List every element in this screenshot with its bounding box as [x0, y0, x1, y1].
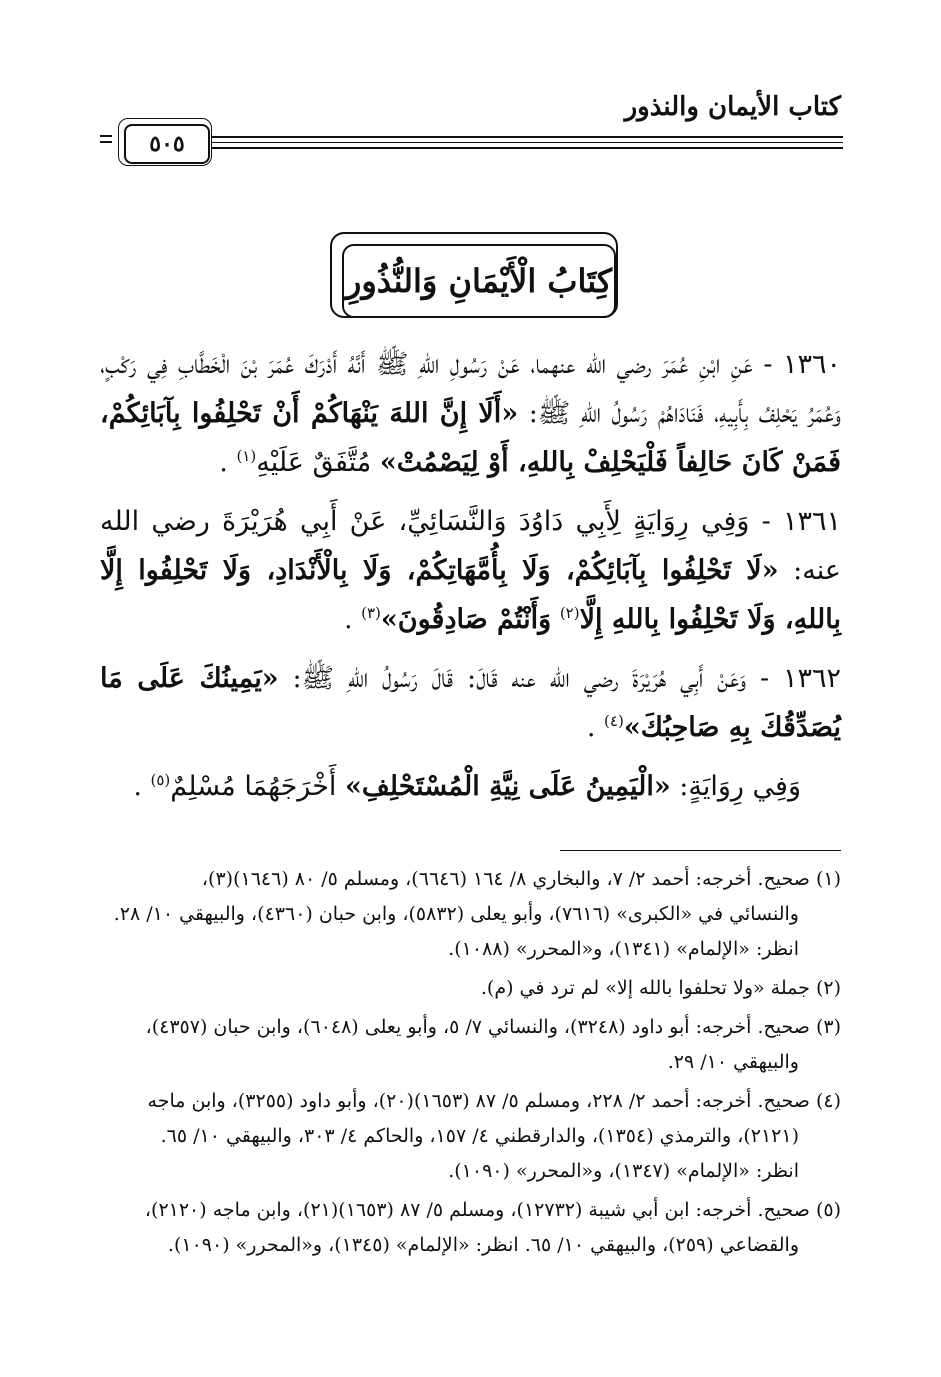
hadith-closing: أَخْرَجَهُمَا مُسْلِمٌ [170, 771, 337, 802]
hadith-end: . [586, 712, 596, 743]
hadith-matn: «لَا تَحْلِفُوا بِآبَائِكُمْ، وَلَا بِأُمَّهَاتِكُمْ، وَلَا بِالْأَنْدَادِ، وَلَا تَحْلِفُوا إِلَّا بِاللهِ، وَلَا تَحْلِفُوا بِاللهِ إِلَّا [100, 555, 841, 635]
hadith-intro: عَنِ ابْنِ عُمَرَ رضي الله عنهما، عَنْ رَسُولِ اللهِ ﷺ أَنَّهُ أَدْرَكَ عُمَرَ بْنَ الْخَطَّابِ فِي رَكْبٍ، وَعُمَرُ يَحْلِفُ بِأَبِيهِ، فَنَادَاهُمْ رَسُولُ اللهِ ﷺ: [100, 349, 841, 429]
hadith-number: ١٣٦٢ - [760, 663, 841, 694]
footnote-text: والنسائي في «الكبرى» (٧٦١٦)، وأبو يعلى (٥٨٣٢)، وابن حبان (٤٣٦٠)، والبيهقي ١٠/ ٢٨. [113, 903, 799, 925]
header-lines [212, 136, 843, 149]
footnote-ref: (٣) [361, 604, 381, 622]
running-title: كتاب الأيمان والنذور [624, 92, 841, 122]
page-number: ٥٠٥ [124, 124, 210, 164]
header-dash [100, 135, 112, 143]
footnote-label: (٢) [815, 977, 841, 999]
footnote-text: والقضاعي (٢٥٩)، والبيهقي ١٠/ ٦٥. انظر: «الإلمام» (١٣٤٥)، و«المحرر» (١٠٩٠). [167, 1234, 799, 1256]
hadith-number: ١٣٦٠ - [763, 349, 841, 380]
hadith-end: . [219, 447, 228, 478]
hadith-intro: وَعَنْ أَبِي هُرَيْرَةَ رضي الله عنه قَالَ: قَالَ رَسُولُ اللهِ ﷺ: [292, 663, 747, 694]
footnote-5 [100, 1193, 841, 1263]
footnote-text: جملة «ولا تحلفوا بالله إلا» لم ترد في (م). [480, 977, 810, 999]
footnote-ref: (٤) [604, 712, 624, 730]
footnote-divider [560, 850, 841, 851]
footnote-label: (٥) [815, 1199, 841, 1221]
hadith-number: ١٣٦١ - [761, 506, 841, 537]
hadith-end: . [343, 604, 353, 635]
footnote-text: انظر: «الإلمام» (١٣٤٧)، و«المحرر» (١٠٩٠). [448, 1160, 799, 1182]
footnote-3 [100, 1010, 841, 1080]
hadith-end: . [133, 771, 142, 802]
footnote-ref: (١) [236, 447, 257, 465]
hadith-closing: مُتَّفَقٌ عَلَيْهِ [256, 447, 372, 478]
footnote-label: (٣) [815, 1016, 841, 1038]
hadith-matn: «يَمِينُكَ عَلَى مَا يُصَدِّقُكَ بِهِ صَاحِبُكَ» [100, 663, 841, 743]
hadith-1361 [100, 497, 841, 644]
hadith-1360 [100, 340, 841, 487]
footnote-4 [100, 1084, 841, 1189]
footnote-text: والبيهقي ١٠/ ٢٩. [667, 1051, 799, 1073]
hadith-matn: «الْيَمِينُ عَلَى نِيَّةِ الْمُسْتَحْلِفِ» [344, 771, 671, 802]
hadith-intro: وَفِي رِوَايَةٍ لِأَبِي دَاوُدَ وَالنَّسَائِيِّ، عَنْ أَبِي هُرَيْرَةَ رضي الله عنه: [100, 506, 841, 586]
hadith-matn-cont: وَأَنْتُمْ صَادِقُونَ» [380, 604, 552, 635]
footnote-text: صحيح. أخرجه: أبو داود (٣٢٤٨)، والنسائي ٧/ ٥، وأبو يعلى (٦٠٤٨)، وابن حبان (٤٣٥٧)، [145, 1016, 810, 1038]
footnote-text: صحيح. أخرجه: أحمد ٢/ ٢٢٨، ومسلم ٥/ ٨٧ (١٦٥٣)(٢٠)، وأبو داود (٣٢٥٥)، وابن ماجه [147, 1090, 810, 1112]
footnote-text: (٢١٢١)، والترمذي (١٣٥٤)، والدارقطني ٤/ ١٥٧، والحاكم ٤/ ٣٠٣، والبيهقي ١٠/ ٦٥. [160, 1125, 799, 1147]
hadith-text [100, 340, 841, 821]
chapter-title: كِتَابُ الْأَيْمَانِ وَالنُّذُورِ [342, 244, 616, 318]
footnote-1 [100, 862, 841, 967]
footnote-2 [100, 971, 841, 1006]
footnote-ref: (٢) [559, 604, 580, 622]
footnote-text: صحيح. أخرجه: ابن أبي شيبة (١٢٧٣٢)، ومسلم ٥/ ٨٧ (١٦٥٣)(٢١)، وابن ماجه (٢١٢٠)، [144, 1199, 810, 1221]
footnote-ref: (٥) [150, 771, 171, 789]
footnote-text: انظر: «الإلمام» (١٣٤١)، و«المحرر» (١٠٨٨). [448, 938, 799, 960]
footnote-text: صحيح. أخرجه: أحمد ٢/ ٧، والبخاري ٨/ ١٦٤ (٦٦٤٦)، ومسلم ٥/ ٨٠ (١٦٤٦)(٣)، [201, 868, 810, 890]
footnote-label: (١) [815, 868, 841, 890]
hadith-riwaya [100, 762, 841, 811]
hadith-intro: وَفِي رِوَايَةٍ: [679, 771, 801, 802]
hadith-matn: «أَلَا إِنَّ اللهَ يَنْهَاكُمْ أَنْ تَحْلِفُوا بِآبَائِكُمْ، فَمَنْ كَانَ حَالِفاً فَلْيَحْلِفْ بِاللهِ، أَوْ لِيَصْمُتْ» [100, 398, 841, 478]
hadith-1362 [100, 654, 841, 752]
footnotes [100, 862, 841, 1267]
footnote-label: (٤) [815, 1090, 841, 1112]
header-rule [100, 128, 843, 168]
